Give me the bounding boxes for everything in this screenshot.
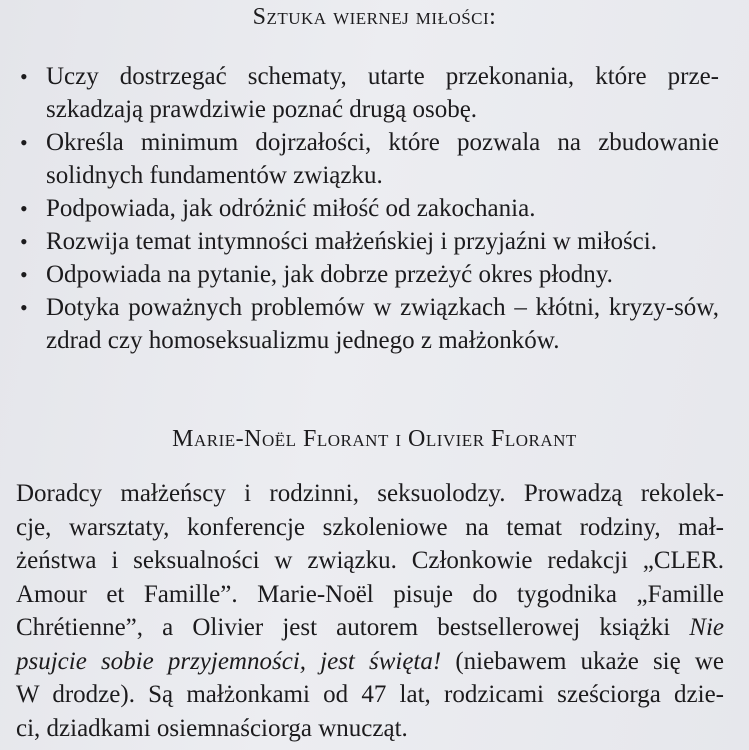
bio-text: (niebawem ukaże się we <box>455 647 724 675</box>
list-item <box>0 192 749 225</box>
list-item <box>0 258 749 291</box>
bullet-icon: • <box>20 130 28 155</box>
author-bio <box>16 477 724 745</box>
list-item-text: Odpowiada na pytanie, jak dobrze przeżyć okres płodny. <box>46 261 613 288</box>
bullet-icon: • <box>20 262 28 287</box>
list-item-text: Podpowiada, jak odróżnić miłość od zakochania. <box>46 195 536 222</box>
list-item <box>0 60 749 126</box>
bio-line: ci, dziadkami osiemnaściorga wnucząt. <box>16 714 408 742</box>
bio-line: Doradcy małżeńscy i rodzinni, seksuolodzy. Prowadzą rekolek- <box>16 480 724 507</box>
section-heading-book: Sztuka wiernej miłości: <box>252 4 497 30</box>
bio-line: W drodze). Są małżonkami od 47 lat, rodzicami sześciorga dzie- <box>16 681 724 708</box>
feature-list <box>0 60 749 357</box>
bio-line <box>16 611 724 645</box>
list-item <box>0 225 749 258</box>
bio-line <box>16 645 724 679</box>
bio-text: Chrétienne”, a Olivier jest autorem bestsellerowej książki <box>16 614 671 641</box>
section-heading-authors: Marie-Noël Florant i Olivier Florant <box>172 426 577 452</box>
book-title: Nie <box>689 614 725 641</box>
bullet-icon: • <box>20 229 28 254</box>
list-item-text: Uczy dostrzegać schematy, utarte przekonania, które prze-szkadzają prawdziwie poznać drugą osobę. <box>46 63 719 123</box>
list-item <box>0 291 749 357</box>
list-item-text: Dotyka poważnych problemów w związkach – kłótni, kryzy-sów, zdrad czy homoseksualizmu jednego z małżonków. <box>46 294 719 354</box>
bullet-icon: • <box>20 196 28 221</box>
book-title: psujcie sobie przyjemności, jest święta! <box>16 647 442 675</box>
list-item-text: Określa minimum dojrzałości, które pozwala na zbudowanie solidnych fundamentów związku. <box>46 129 719 189</box>
bio-line: Amour et Famille”. Marie-Noël pisuje do tygodnika „Famille <box>16 580 724 608</box>
list-item <box>0 126 749 192</box>
bio-line: żeństwa i seksualności w związku. Członkowie redakcji „CLER. <box>16 547 724 574</box>
bullet-icon: • <box>20 295 28 320</box>
bullet-icon: • <box>20 64 28 89</box>
bio-line: cje, warsztaty, konferencje szkoleniowe na temat rodziny, mał- <box>16 513 724 541</box>
list-item-text: Rozwija temat intymności małżeńskiej i przyjaźni w miłości. <box>46 228 657 255</box>
